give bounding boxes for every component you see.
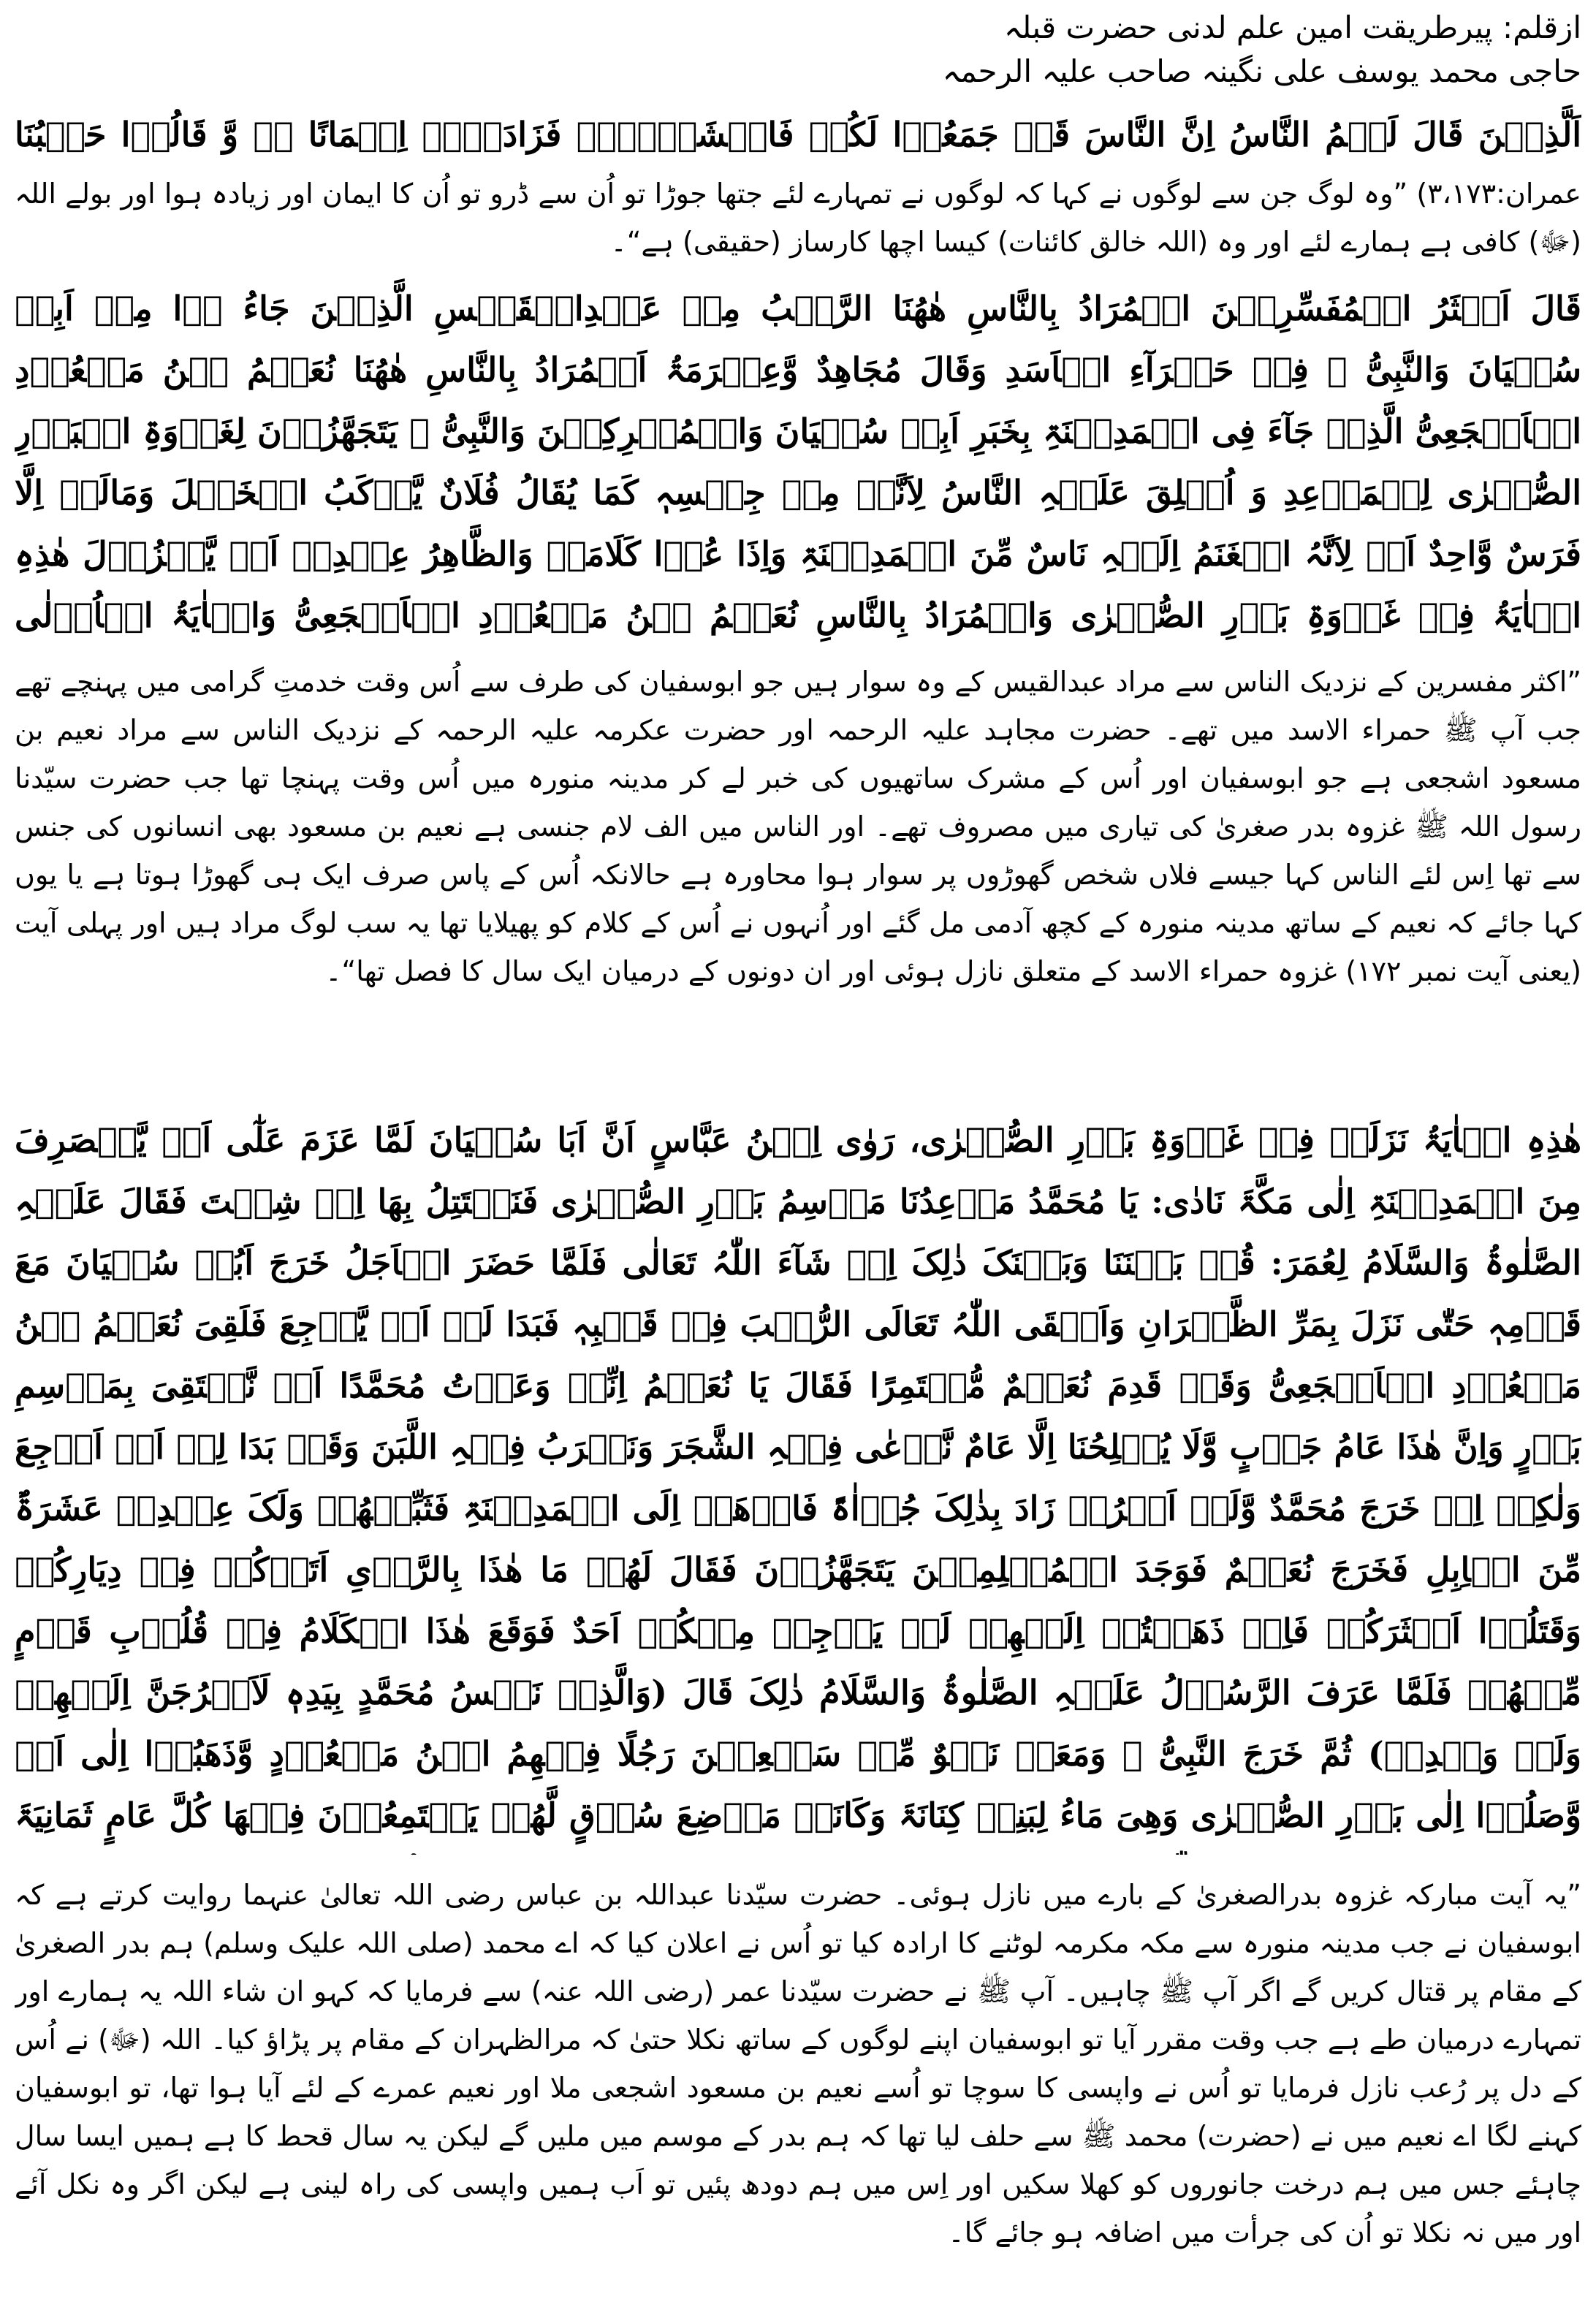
- commentary-arabic-2: [15, 1109, 1581, 1855]
- commentary-arabic-1: [15, 278, 1581, 650]
- translation-urdu-1: ”اکثر مفسرین کے نزدیک الناس سے مراد عبدالقیس کے وہ سوار ہیں جو ابوسفیان کی طرف سے اُس وقت خدمتِ گرامی میں پہنچے تھے جب آپ ﷺ حمراء الاسد میں تھے۔ حضرت مجاہد علیہ الرحمہ اور حضرت عکرمہ علیہ الرحمہ کے نزدیک الناس سے مراد نعیم بن مسعود اشجعی ہے جو ابوسفیان اور اُس کے مشرک ساتھیوں کی خبر لے کر مدینہ منورہ میں اُس وقت پہنچا تھا جب حضرت سیّدنا رسول اللہ ﷺ غزوہ بدر صغریٰ کی تیاری میں مصروف تھے۔ اور الناس میں الف لام جنسی ہے نعیم بن مسعود بھی انسانوں کی جنس سے تھا اِس لئے الناس کہا جیسے فلاں شخص گھوڑوں پر سوار ہوا محاورہ ہے حالانکہ اُس کے پاس صرف ایک ہی گھوڑا ہوتا ہے یا یوں کہا جائے کہ نعیم کے ساتھ مدینہ منورہ کے کچھ آدمی مل گئے اور اُنہوں نے اُس کے کلام کو پھیلایا تھا یہ سب لوگ مراد ہیں اور پہلی آیت (یعنی آیت نمبر ۱۷۲) غزوہ حمراء الاسد کے متعلق نازل ہوئی اور ان دونوں کے درمیان ایک سال کا فصل تھا“۔: [15, 666, 1581, 987]
- commentary-1-text: قَالَ اَکۡثَرُ الۡمُفَسِّرِیۡنَ الۡمُرَادُ بِالنَّاسِ ھٰھُنَا الرَّکۡبُ مِنۡ عَبۡدِالۡقَیۡسِ الَّذِیۡنَ جَاءُ وۡا مِنۡ اَبِیۡ سُفۡیَانَ وَالنَّبِیُّ ﷺ فِیۡ حَمۡرَآءِ الۡاَسَدِ وَقَالَ مُجَاھِدٌ وَّعِکۡرَمَۃُ اَلۡمُرَادُ بِالنَّاسِ ھٰھُنَا نُعَیۡمُ بۡنُ مَسۡعُوۡدِ الۡاَشۡجَعِیُّ الَّذِیۡ جَآءَ فِی الۡمَدِیۡنَۃِ بِخَبَرِ اَبِیۡ سُفۡیَانَ وَالۡمُشۡرِکِیۡنَ وَالنَّبِیُّ ﷺ یَتَجَھَّزُوۡنَ لِغَزۡوَۃِ الۡبَدۡرِ الصُّغۡرٰی لِلۡمَوۡعِدِ وَ اُطۡلِقَ عَلَیۡہِ النَّاسُ لِاَنَّہٗ مِنۡ جِنۡسِہٖ کَمَا یُقَالُ فُلَانٌ یَّرۡکَبُ الۡخَیۡلَ وَمَالَہٗ اِلَّا فَرَسٌ وَّاحِدٌ اَوۡ لِاَنَّہُ الۡغَنَمُ اِلَیۡہِ نَاسٌ مِّنَ الۡمَدِیۡنَۃِ وَاِذَا عُوۡا کَلَامَہٗ وَالظَّاھِرُ عِنۡدِیۡ اَنۡ یَّنۡزُوۡلَ ھٰذِہِ الۡاٰیَۃُ فِیۡ غَزۡوَۃِ بَدۡرِ الصُّغۡرٰی وَالۡمُرَادُ بِالنَّاسِ نُعَیۡمُ بۡنُ مَسۡعُوۡدِ الۡاَشۡجَعِیُّ وَالۡاٰیَۃُ الۡاُوۡلٰی: [15, 289, 1581, 635]
- author-line-2: حاجی محمد یوسف علی نگینہ صاحب علیہ الرحمہ: [942, 53, 1581, 89]
- author-header: [924, 6, 1581, 94]
- verse-arabic: اَلَّذِیۡنَ قَالَ لَہُمُ النَّاسُ اِنَّ النَّاسَ قَدۡ جَمَعُوۡا لَکُمۡ فَاخۡشَوۡہُمۡ فَزَادَہُمۡ اِیۡمَانًا ٭ۖ وَّ قَالُوۡا حَسۡبُنَا: [15, 115, 1581, 154]
- author-line-1: ازقلم: پیرطریقت امین علم لدنی حضرت قبلہ: [1003, 10, 1581, 45]
- commentary-2-text: ھٰذِہِ الۡاٰیَۃُ نَزَلَتۡ فِیۡ غَزۡوَۃِ بَدۡرِ الصُّغۡرٰی، رَوٰی اِبۡنُ عَبَّاسٍ اَنَّ اَبَا سُفۡیَانَ لَمَّا عَزَمَ عَلٰٓی اَنۡ یَّنۡصَرِفَ مِنَ الۡمَدِیۡنَۃِ اِلٰی مَکَّۃَ نَادٰی: یَا مُحَمَّدُ مَوۡعِدُنَا مَوۡسِمُ بَدۡرِ الصُّغۡرٰی فَنَقۡتَتِلُ بِھَا اِنۡ شِئۡتَ فَقَالَ عَلَیۡہِ الصَّلٰوۃُ وَالسَّلَامُ لِعُمَرَ: قُلۡ بَیۡنَنَا وَبَیۡنَکَ ذٰلِکَ اِنۡ شَآءَ اللّٰہُ تَعَالٰی فَلَمَّا حَضَرَ الۡاَجَلُ خَرَجَ اَبُوۡ سُفۡیَانَ مَعَ قَوۡمِہٖ حَتّٰی نَزَلَ بِمَرِّ الظَّھۡرَانِ وَاَلۡقَی اللّٰہُ تَعَالَی الرُّعۡبَ فِیۡ قَلۡبِہٖ فَبَدَا لَہٗ اَنۡ یَّرۡجِعَ فَلَقِیَ نُعَیۡمُ بۡنُ مَسۡعُوۡدِ الۡاَشۡجَعِیُّ وَقَدۡ قَدِمَ نُعَیۡمٌ مُّعۡتَمِرًا فَقَالَ یَا نُعَیۡمُ اِنِّیۡ وَعَدۡتُ مُحَمَّدًا اَنۡ نَّلۡتَقِیَ بِمَوۡسِمِ بَدۡرٍ وَاِنَّ ھٰذَا عَامُ جَدۡبٍ وَّلَا یُصۡلِحُنَا اِلَّا عَامٌ نَّرۡعٰی فِیۡہِ الشَّجَرَ وَنَشۡرَبُ فِیۡہِ اللَّبَنَ وَقَدۡ بَدَا لِیۡ اَنۡ اَرۡجِعَ وَلٰکِنۡ اِنۡ خَرَجَ مُحَمَّدٌ وَّلَمۡ اَخۡرُجۡ زَادَ بِذٰلِکَ جُرۡاٰۃً فَاذۡھَبۡ اِلَی الۡمَدِیۡنَۃِ فَثَبِّطۡھُمۡ وَلَکَ عِنۡدِیۡ عَشَرَۃٌ مِّنَ الۡاِبِلِ فَخَرَجَ نُعَیۡمٌ فَوَجَدَ الۡمُسۡلِمِیۡنَ یَتَجَھَّزُوۡنَ فَقَالَ لَھُمۡ مَا ھٰذَا بِالرَّاۡیِ اَتَوۡکُمۡ فِیۡ دِیَارِکُمۡ وَقَتَلُوۡا اَکۡثَرَکُمۡ فَاِنۡ ذَھَبۡتُمۡ اِلَیۡھِمۡ لَمۡ یَرۡجِعۡ مِنۡکُمۡ اَحَدٌ فَوَقَعَ ھٰذَا الۡکَلَامُ فِیۡ قُلُوۡبِ قَوۡمٍ مِّنۡھُمۡ فَلَمَّا عَرَفَ الرَّسُوۡلُ عَلَیۡہِ الصَّلٰوۃُ وَالسَّلَامُ ذٰلِکَ قَالَ (وَالَّذِیۡ نَفۡسُ مُحَمَّدٍ بِیَدِہٖ لَاَخۡرُجَنَّ اِلَیۡھِمۡ وَلَوۡ وَحۡدِیۡ) ثُمَّ خَرَجَ النَّبِیُّ ﷺ وَمَعَہٗ نَحۡوٌ مِّنۡ سَبۡعِیۡنَ رَجُلًا فِیۡھِمُ ابۡنُ مَسۡعُوۡدٍ وَّذَھَبُوۡا اِلٰی اَنۡ وَّصَلُوۡا اِلٰی بَدۡرِ الصُّغۡرٰی وَھِیَ مَاءُ لِبَنِیۡ کِنَانَۃَ وَکَانَتۡ مَوۡضِعَ سُوۡقٍ لَّھُمۡ یَجۡتَمِعُوۡنَ فِیۡھَا کُلَّ عَامٍ ثَمَانِیَۃَ: [15, 1120, 1581, 1835]
- translation-urdu-2: ”یہ آیت مبارکہ غزوہ بدرالصغریٰ کے بارے میں نازل ہوئی۔ حضرت سیّدنا عبداللہ بن عباس رضی اللہ تعالیٰ عنہما روایت کرتے ہے کہ ابوسفیان نے جب مدینہ منورہ سے مکہ مکرمہ لوٹنے کا ارادہ کیا تو اُس نے اعلان کیا کہ اے محمد (صلی اللہ علیک وسلم) ہم بدر الصغریٰ کے مقام پر قتال کریں گے اگر آپ ﷺ چاہیں۔ آپ ﷺ نے حضرت سیّدنا عمر (رضی اللہ عنہ) سے فرمایا کہ کہو ان شاء اللہ یہ ہمارے اور تمہارے درمیان طے ہے جب وقت مقرر آیا تو ابوسفیان اپنے لوگوں کے ساتھ نکلا حتیٰ کہ مرالظہران کے مقام پر پڑاؤ کیا۔ اللہ (ﷻ) نے اُس کے دل پر رُعب نازل فرمایا تو اُس نے واپسی کا سوچا تو اُسے نعیم بن مسعود اشجعی ملا اور نعیم عمرے کے لئے آیا ہوا تھا، تو ابوسفیان کہنے لگا اے نعیم میں نے (حضرت) محمد ﷺ سے حلف لیا تھا کہ ہم بدر کے موسم میں ملیں گے لیکن یہ سال قحط کا ہے ہمیں ایسا سال چاہئے جس میں ہم درخت جانوروں کو کھلا سکیں اور اِس میں ہم دودھ پئیں تو اَب ہمیں واپسی کی راہ لینی ہے لیکن اگر وہ نکل آئے اور میں نہ نکلا تو اُن کی جرأت میں اضافہ ہو جائے گا۔: [15, 1879, 1581, 2249]
- verse-translation: عمران:۳،۱۷۳) ”وہ لوگ جن سے لوگوں نے کہا کہ لوگوں نے تمہارے لئے جتھا جوڑا تو اُن سے ڈرو تو اُن کا ایمان اور زیادہ ہوا اور بولے اللہ (ﷻ) کافی ہے ہمارے لئے اور وہ (اللہ خالق کائنات) کیسا اچھا کارساز (حقیقی) ہے“۔: [15, 178, 1581, 258]
